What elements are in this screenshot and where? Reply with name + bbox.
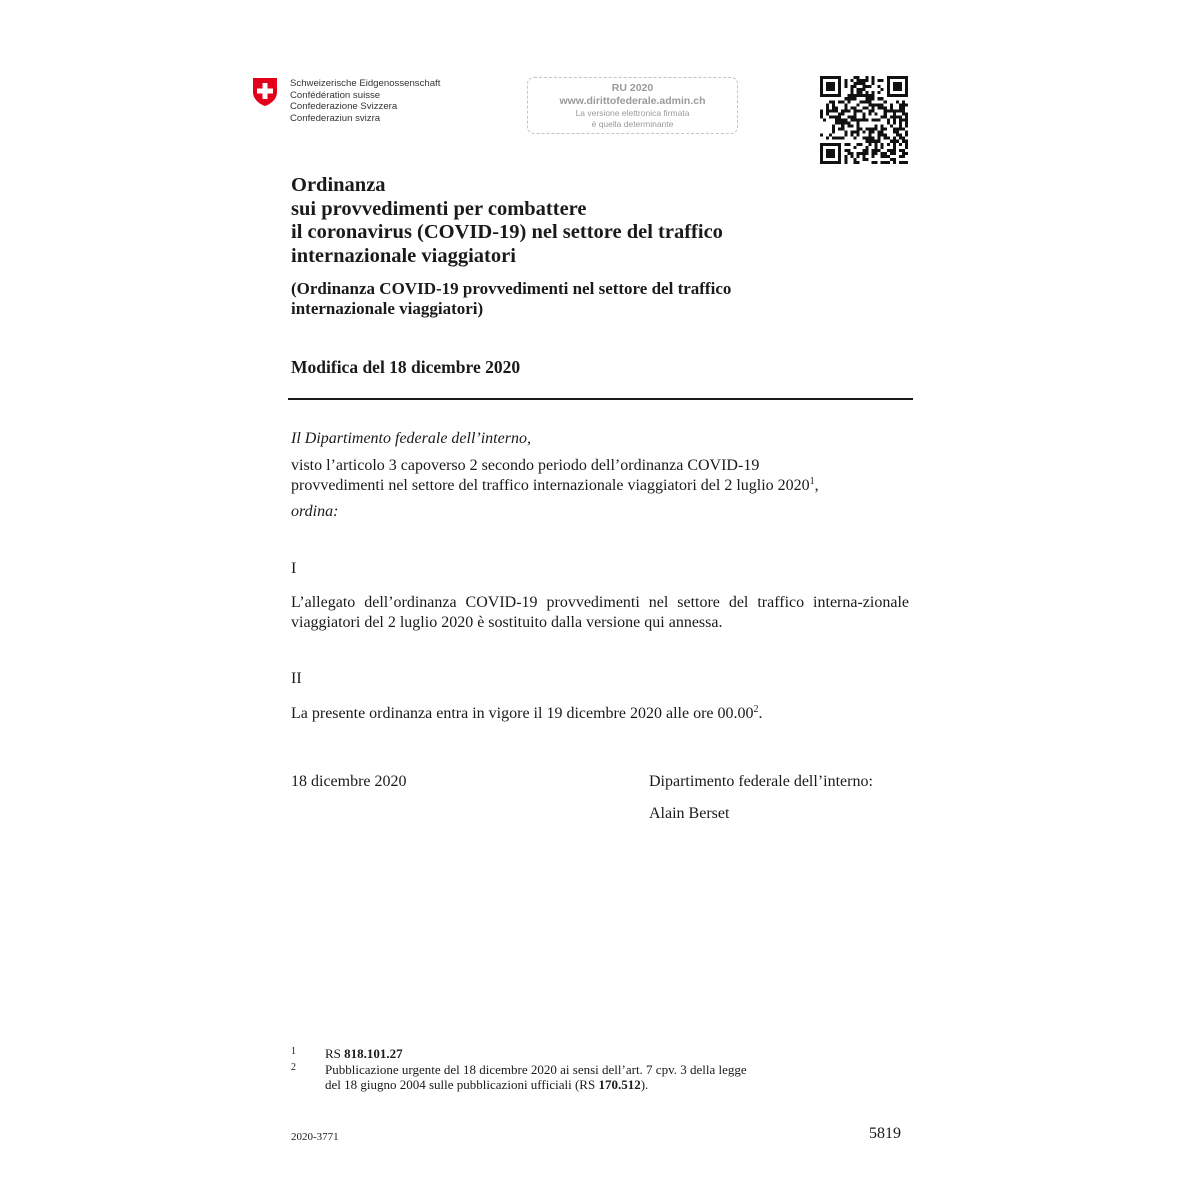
sr-number: 170.512 <box>598 1077 641 1092</box>
footnote-number: 2 <box>291 1062 296 1073</box>
title-line: Ordinanza <box>291 174 386 196</box>
title-line: sui provvedimenti per combattere <box>291 197 587 220</box>
agency-line-it: Confederazione Svizzera <box>290 101 398 113</box>
sr-number: 818.101.27 <box>344 1046 403 1061</box>
agency-line-rm: Confederaziun svizra <box>290 112 381 124</box>
signatory-name: Alain Berset <box>649 805 730 822</box>
swiss-coat-of-arms-icon <box>252 77 278 107</box>
short-title <box>291 279 731 318</box>
footnote-ref-1[interactable]: 1 <box>809 476 815 487</box>
short-title-line: internazionale viaggiatori) <box>291 298 484 318</box>
document-number: 2020-3771 <box>291 1131 339 1143</box>
footnote-ref-2[interactable]: 2 <box>753 704 759 715</box>
title-divider <box>288 398 913 400</box>
section-I-text: L’allegato dell’ordinanza COVID-19 provvedimenti nel settore del traffico interna-zionale viaggiatori del 2 luglio 2020 è sostituito dalla versione qui annessa. <box>291 594 909 631</box>
legal-basis-punct: , <box>814 477 819 494</box>
short-title-line: (Ordinanza COVID-19 provvedimenti nel settore del traffico <box>291 279 732 298</box>
publication-stamp <box>527 77 738 134</box>
legal-basis-text: provvedimenti nel settore del traffico internazionale viaggiatori del 2 luglio 2020 <box>291 477 810 494</box>
ordains-label: ordina: <box>291 503 339 520</box>
footnote-text-end: ). <box>640 1077 649 1092</box>
signature-date: 18 dicembre 2020 <box>291 773 407 790</box>
document-title <box>291 174 723 268</box>
signature-department: Dipartimento federale dell’interno: <box>649 773 873 790</box>
stamp-collection: RU 2020 <box>611 82 654 94</box>
legal-basis-line2 <box>291 476 819 496</box>
agency-line-de: Schweizerische Eidgenossenschaft <box>290 78 441 89</box>
footnote-text-line1: Pubblicazione urgente del 18 dicembre 2020 ai sensi dell’art. 7 cpv. 3 della legge <box>325 1062 747 1077</box>
stamp-website: www.dirittofederale.admin.ch <box>559 95 706 107</box>
entry-into-force-punct: . <box>758 705 763 722</box>
footnote-number: 1 <box>291 1046 296 1057</box>
footnote-text-line2: del 18 giugno 2004 sulle pubblicazioni ufficiali (RS <box>325 1077 599 1092</box>
section-II-text <box>291 704 763 724</box>
agency-line-fr: Confédération suisse <box>290 89 381 101</box>
entry-into-force-text: La presente ordinanza entra in vigore il 19 dicembre 2020 alle ore 00.00 <box>291 705 754 722</box>
agency-name <box>290 78 440 124</box>
modification-date-heading: Modifica del 18 dicembre 2020 <box>291 357 521 377</box>
stamp-note-line1: La versione elettronica firmata <box>575 108 690 118</box>
issuing-authority: Il Dipartimento federale dell’interno, <box>291 430 531 447</box>
stamp-note-line2: è quella determinante <box>591 118 674 129</box>
footnote-prefix: RS <box>325 1046 345 1061</box>
title-line: internazionale viaggiatori <box>291 244 516 267</box>
title-line: il coronavirus (COVID-19) nel settore del traffico <box>291 221 723 243</box>
qr-code-icon <box>820 76 908 164</box>
page-number: 5819 <box>869 1125 901 1142</box>
legal-basis-line1: visto l’articolo 3 capoverso 2 secondo periodo dell’ordinanza COVID-19 <box>291 457 760 474</box>
section-heading-II: II <box>291 670 302 687</box>
section-heading-I: I <box>291 560 297 577</box>
